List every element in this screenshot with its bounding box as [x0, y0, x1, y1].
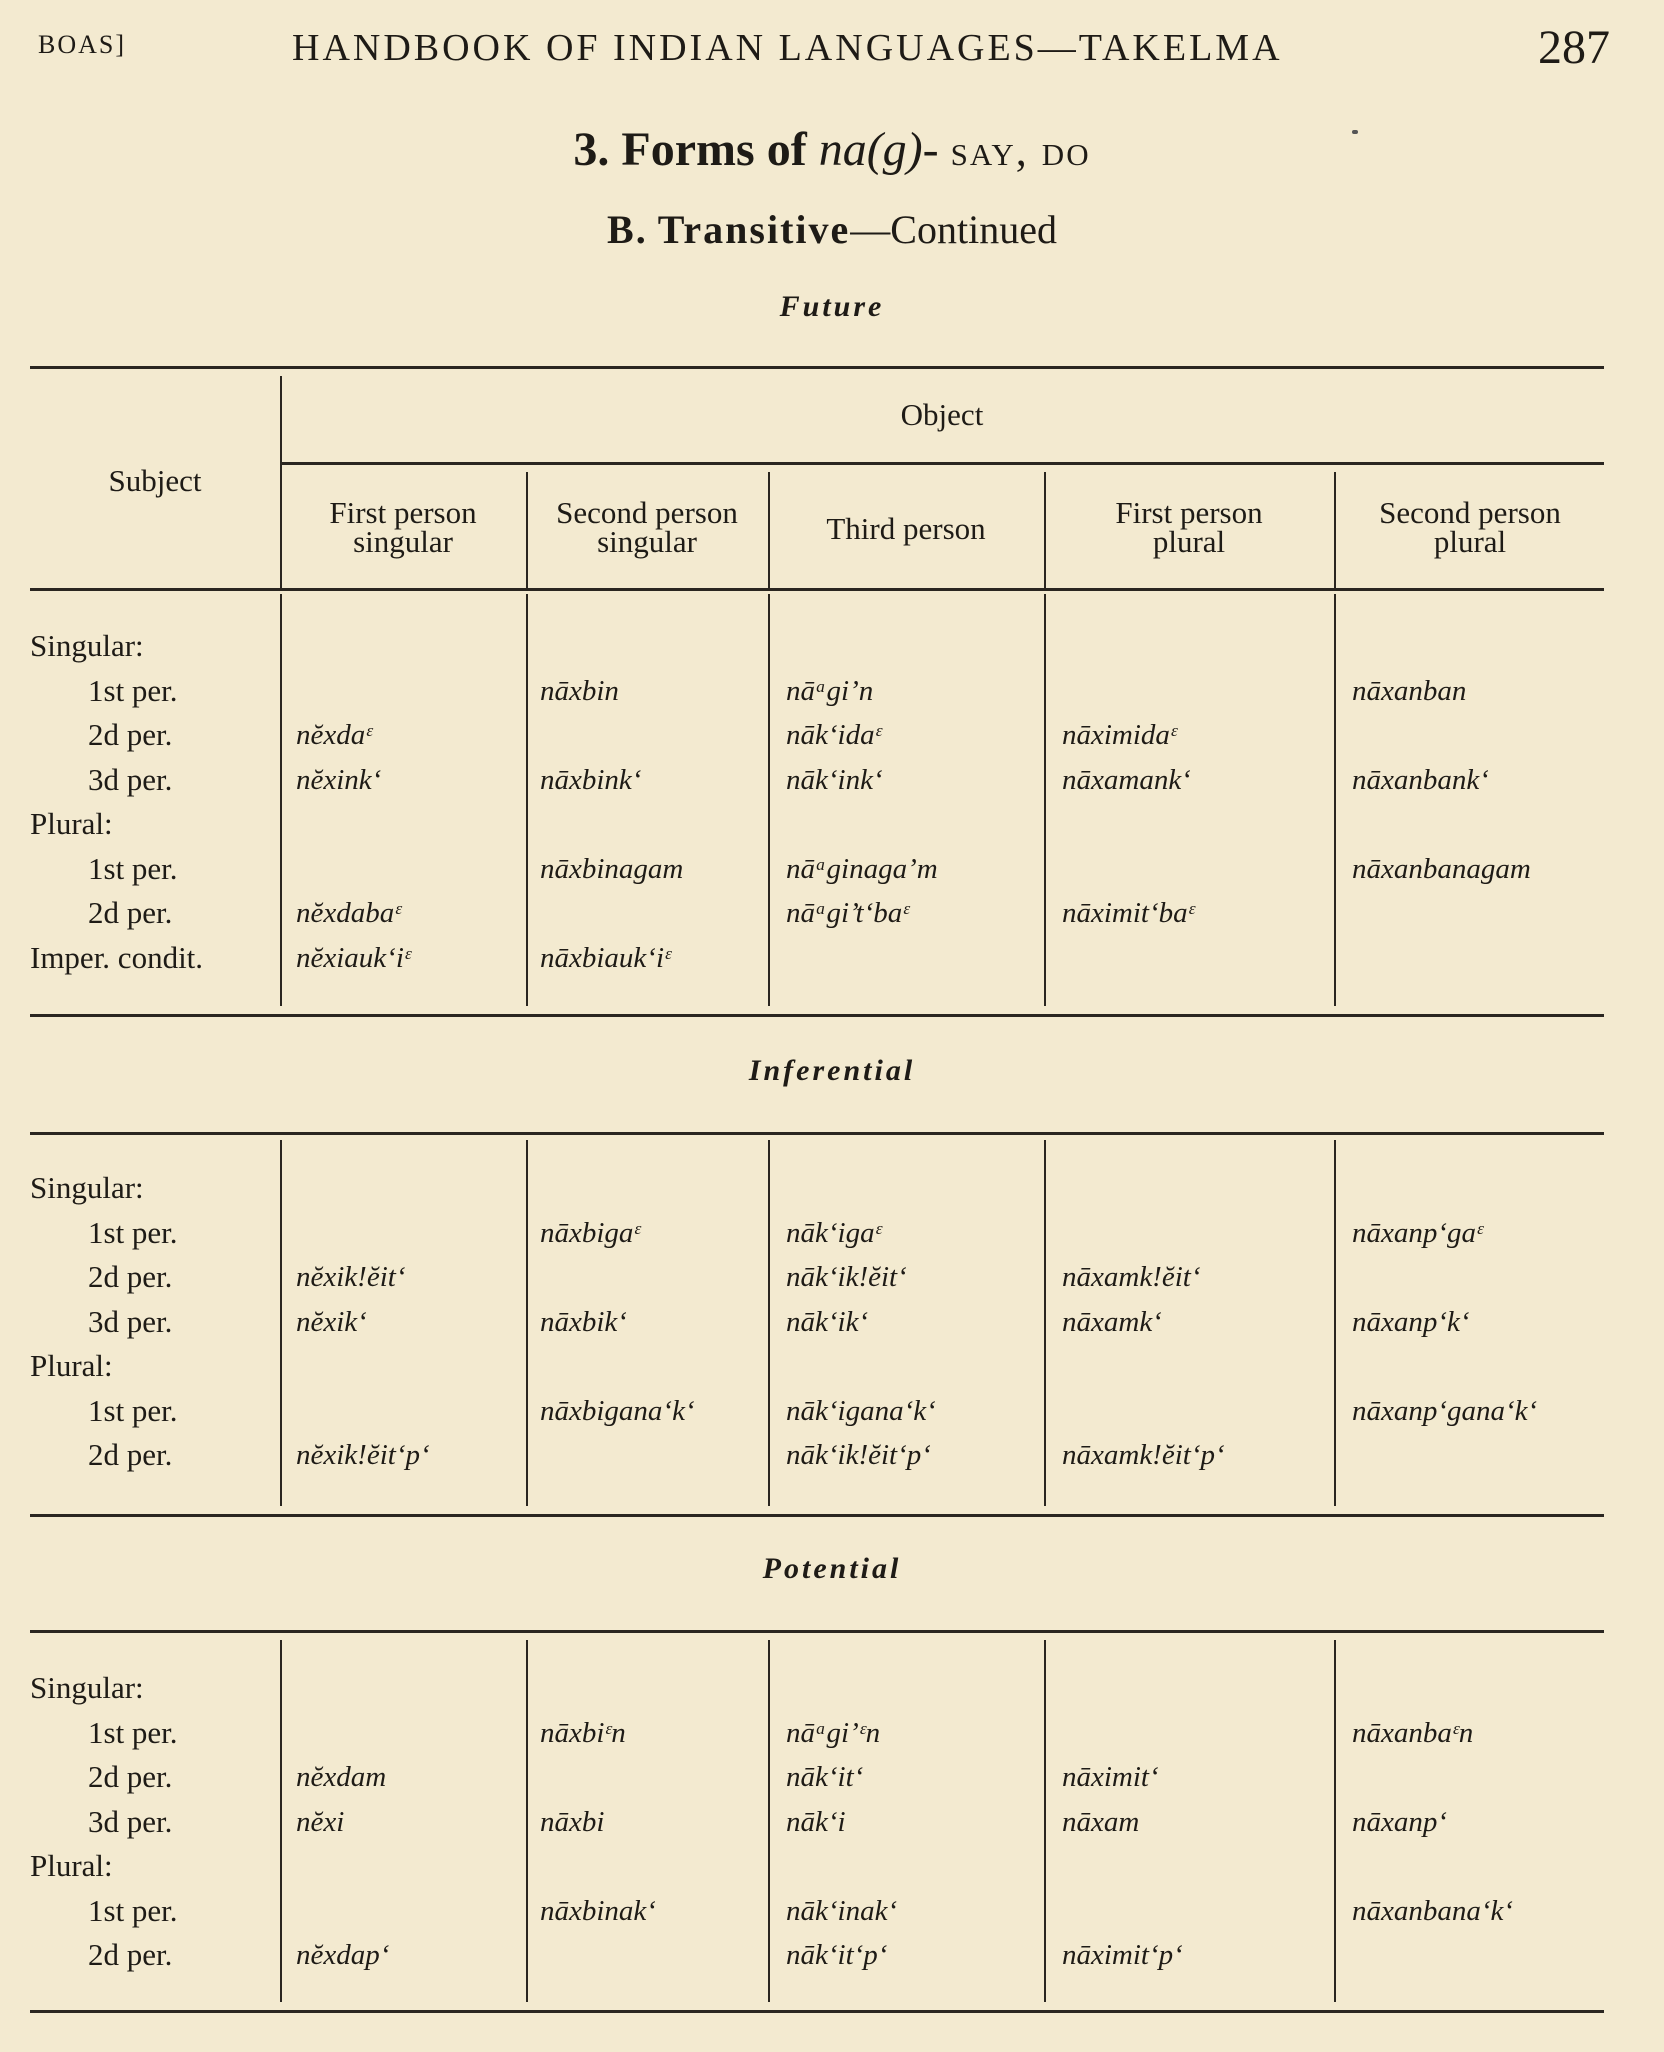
column-header-line2: singular — [353, 524, 453, 559]
table-cell: nĕxi — [296, 1805, 345, 1838]
section-prefix: Forms of — [621, 123, 807, 176]
table-cell: nāximit‘ — [1062, 1761, 1159, 1793]
table-cell: nāxbinagam — [540, 852, 684, 885]
table-cell: nĕxink‘ — [296, 763, 382, 796]
object-header: Object — [900, 397, 984, 432]
table-cell: nĕxik‘ — [296, 1305, 367, 1338]
column-divider — [280, 594, 282, 1006]
verb-gloss: say, do — [950, 126, 1091, 175]
column-header-line1: Third person — [826, 511, 986, 546]
table-cell: nāxanban — [1352, 674, 1467, 707]
section-title: Potential — [762, 1552, 902, 1585]
table-cell: nāxanp‘k‘ — [1352, 1305, 1470, 1338]
row-label: 3d per. — [88, 1303, 173, 1339]
object-header-rule — [280, 462, 1604, 465]
section-title: Future — [779, 290, 885, 323]
column-header-line1: First person — [1115, 495, 1263, 530]
table-cell: nāk‘idaᵋ — [786, 719, 882, 751]
row-label: Plural: — [30, 806, 113, 841]
table-cell: nāxbi — [540, 1805, 605, 1838]
section-heading — [0, 122, 1664, 177]
row-label: Singular: — [30, 628, 144, 663]
column-divider — [1044, 1140, 1046, 1506]
subheading-rest: —Continued — [850, 207, 1057, 252]
table-cell: nāxbink‘ — [540, 763, 642, 796]
table-cell: nāxbiᵋn — [540, 1716, 626, 1749]
section-bottom-rule — [30, 2010, 1604, 2013]
column-divider — [526, 594, 528, 1006]
table-cell: nĕxik!ĕit‘p‘ — [296, 1439, 430, 1471]
row-label: 2d per. — [88, 1937, 173, 1972]
column-header-line1: Second person — [1379, 495, 1561, 530]
table-cell: nĕxik!ĕit‘ — [296, 1261, 406, 1293]
section-top-rule — [30, 1630, 1604, 1633]
column-divider — [768, 1640, 770, 2002]
table-cell: nāxam — [1062, 1805, 1140, 1838]
table-cell: nāxanbanagam — [1352, 852, 1531, 885]
table-cell: nāk‘ik!ĕit‘p‘ — [786, 1439, 931, 1471]
table-cell: nāxamank‘ — [1062, 763, 1191, 796]
table-cell: nāxamk!ĕit‘ — [1062, 1261, 1201, 1293]
table-cell: nāk‘it‘ — [786, 1761, 864, 1793]
header-author: BOAS] — [38, 30, 127, 59]
row-label: Singular: — [30, 1170, 144, 1205]
table-cell: nĕxdabaᵋ — [296, 897, 402, 929]
table-cell: nāᵃginaga’m — [786, 852, 938, 885]
row-label: 3d per. — [88, 1803, 173, 1839]
section-title: Inferential — [748, 1054, 916, 1087]
row-label: Plural: — [30, 1348, 113, 1383]
row-label: 1st per. — [88, 1392, 178, 1428]
table-cell: nāxamk!ĕit‘p‘ — [1062, 1439, 1225, 1471]
section-top-rule — [30, 1132, 1604, 1135]
table-cell: nĕxdam — [296, 1761, 387, 1793]
table-cell: nāk‘ink‘ — [786, 763, 883, 796]
table-cell: nāxanp‘gaᵋ — [1352, 1216, 1483, 1249]
header-divider — [768, 472, 770, 588]
section-number: 3. — [573, 123, 610, 176]
table-cell: nāk‘igana‘k‘ — [786, 1394, 936, 1427]
column-divider — [280, 1140, 282, 1506]
row-label: 1st per. — [88, 850, 178, 886]
column-divider — [1334, 594, 1336, 1006]
row-label: 1st per. — [88, 1214, 178, 1250]
paper-speck — [1352, 130, 1358, 134]
column-divider — [1334, 1640, 1336, 2002]
header-title: HANDBOOK OF INDIAN LANGUAGES—TAKELMA — [292, 27, 1283, 69]
table-cell: nāxbik‘ — [540, 1305, 627, 1338]
table-cell: nāᵃgi’t‘baᵋ — [786, 897, 910, 929]
column-divider — [768, 594, 770, 1006]
row-label: 2d per. — [88, 717, 173, 752]
column-header-line1: First person — [329, 495, 477, 530]
table-cell: nāxamk‘ — [1062, 1305, 1162, 1338]
column-divider — [1044, 1640, 1046, 2002]
section-bottom-rule — [30, 1514, 1604, 1517]
section-bottom-rule — [30, 1014, 1604, 1017]
column-divider — [280, 1640, 282, 2002]
table-cell: nāxanbaᵋn — [1352, 1716, 1474, 1749]
table-cell: nāxbigaᵋ — [540, 1216, 641, 1249]
section-top-rule — [30, 366, 1604, 369]
header-divider — [1044, 472, 1046, 588]
row-label: 1st per. — [88, 1714, 178, 1750]
table-cell: nāximit‘p‘ — [1062, 1939, 1183, 1971]
column-header-line2: plural — [1152, 524, 1226, 559]
column-header-line2: singular — [597, 524, 697, 559]
column-divider — [526, 1140, 528, 1506]
table-cell: nāxbin — [540, 674, 619, 707]
row-label: Plural: — [30, 1848, 113, 1883]
table-cell: nāximit‘baᵋ — [1062, 897, 1195, 929]
column-header-line1: Second person — [556, 495, 738, 530]
table-cell: nāximidaᵋ — [1062, 719, 1177, 751]
subheading-bold: Transitive — [657, 207, 851, 252]
table-cell: nāxanbana‘k‘ — [1352, 1894, 1514, 1927]
row-label: 1st per. — [88, 1892, 178, 1928]
row-label: 2d per. — [88, 1259, 173, 1294]
column-divider — [1044, 594, 1046, 1006]
table-cell: nāk‘igaᵋ — [786, 1216, 882, 1249]
table-cell: nāxanbank‘ — [1352, 763, 1489, 796]
header-divider — [280, 376, 282, 588]
table-cell: nāᵃgi’ᵋn — [786, 1716, 881, 1749]
table-cell: nāk‘inak‘ — [786, 1894, 898, 1927]
header-divider — [1334, 472, 1336, 588]
verb-form: na(g)- — [818, 123, 939, 176]
row-label: 3d per. — [88, 761, 173, 797]
row-label: 1st per. — [88, 672, 178, 708]
header-divider — [526, 472, 528, 588]
column-header-line2: plural — [1433, 524, 1507, 559]
row-label: 2d per. — [88, 895, 173, 930]
column-divider — [1334, 1140, 1336, 1506]
table-cell: nāk‘i — [786, 1805, 846, 1838]
table-cell: nĕxdap‘ — [296, 1939, 390, 1971]
table-cell: nāxanp‘gana‘k‘ — [1352, 1394, 1538, 1427]
column-divider — [768, 1140, 770, 1506]
row-label: Imper. condit. — [30, 939, 204, 975]
table-cell: nāk‘ik‘ — [786, 1305, 869, 1338]
subject-header: Subject — [108, 463, 202, 498]
table-cell: nāxbinak‘ — [540, 1894, 656, 1927]
row-label: Singular: — [30, 1670, 144, 1705]
subheading — [0, 206, 1664, 253]
table-cell: nĕxiauk‘iᵋ — [296, 941, 411, 974]
column-divider — [526, 1640, 528, 2002]
subheading-letter: B. — [607, 207, 648, 252]
table-cell: nāᵃgi’n — [786, 674, 874, 707]
table-cell: nāk‘it‘p‘ — [786, 1939, 888, 1971]
column-header-rule — [30, 588, 1604, 591]
table-cell: nāxbigana‘k‘ — [540, 1394, 695, 1427]
page-number: 287 — [1538, 21, 1610, 74]
table-cell: nāk‘ik!ĕit‘ — [786, 1261, 907, 1293]
row-label: 2d per. — [88, 1437, 173, 1472]
table-cell: nāxbiauk‘iᵋ — [540, 941, 671, 974]
table-cell: nāxanp‘ — [1352, 1805, 1448, 1838]
row-label: 2d per. — [88, 1759, 173, 1794]
table-cell: nĕxdaᵋ — [296, 719, 373, 751]
